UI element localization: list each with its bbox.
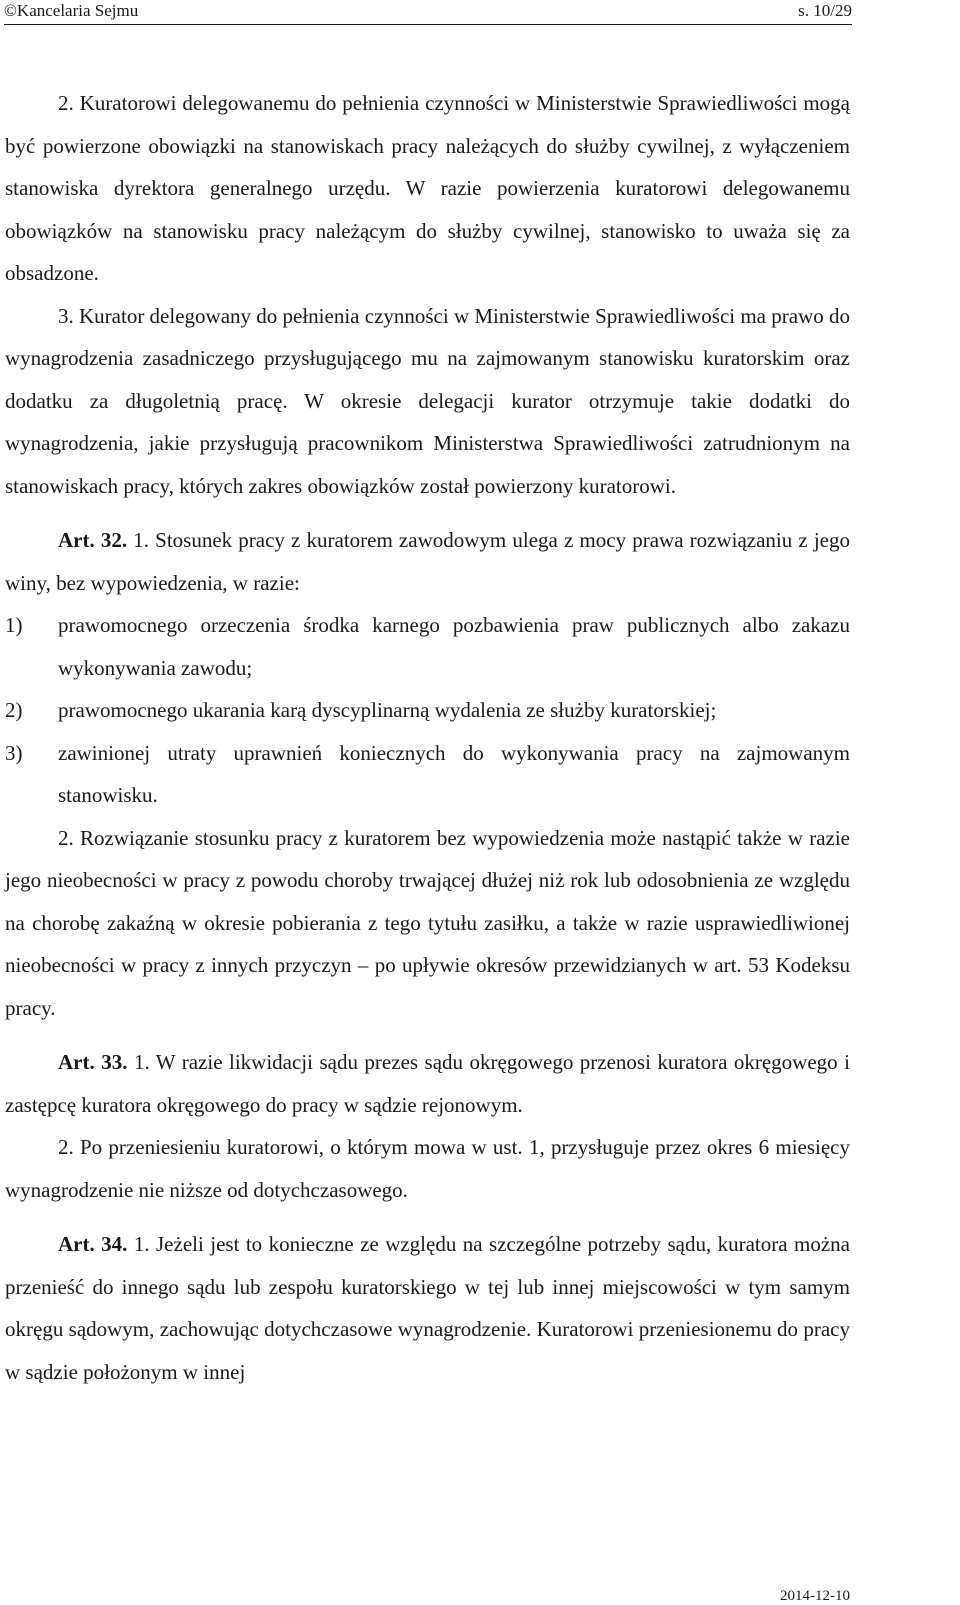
- list-item-text: zawinionej utraty uprawnień koniecznych do wykonywania pracy na zajmowanym stanowisku.: [58, 740, 850, 807]
- list-item: [5, 732, 850, 817]
- publisher-label: ©Kancelaria Sejmu: [4, 1, 139, 20]
- article-33-text: 1. W razie likwidacji sądu prezes sądu okręgowego przenosi kuratora okręgowego i zastępcę kuratora okręgowego do pracy w sądzie rejonowym.: [5, 1050, 850, 1117]
- paragraph-2: 2. Kuratorowi delegowanemu do pełnienia czynności w Ministerstwie Sprawiedliwości mogą być powierzone obowiązki na stanowiskach pracy należących do służby cywilnej, z wyłączeniem stanowiska dyrektora generalnego urzędu. W razie powierzenia kuratorowi delegowanemu obowiązków na stanowisku pracy należącym do służby cywilnej, stanowisko to uważa się za obsadzone.: [5, 91, 850, 285]
- list-item-text: prawomocnego ukarania karą dyscyplinarną wydalenia ze służby kuratorskiej;: [58, 698, 717, 722]
- page-header: [4, 0, 852, 25]
- article-34-label: Art. 34.: [58, 1232, 128, 1256]
- list-item-number: 1): [5, 613, 23, 637]
- list-item-number: 2): [5, 698, 23, 722]
- document-body: [5, 82, 850, 1393]
- list-item: [5, 604, 850, 689]
- paragraph-3: 3. Kurator delegowany do pełnienia czynności w Ministerstwie Sprawiedliwości ma prawo do wynagrodzenia zasadniczego przysługującego mu na zajmowanym stanowisku kuratorskim oraz dodatku za długoletnią pracę. W okresie delegacji kurator otrzymuje takie dodatki do wynagrodzenia, jakie przysługują pracownikom Ministerstwa Sprawiedliwości zatrudnionym na stanowiskach pracy, których zakres obowiązków został powierzony kuratorowi.: [5, 303, 850, 498]
- article-34-text: 1. Jeżeli jest to konieczne ze względu na szczególne potrzeby sądu, kuratora można przenieść do innego sądu lub zespołu kuratorskiego w tej lub innej miejscowości w tym samym okręgu sądowym, zachowując dotychczasowe wynagrodzenie. Kuratorowi przeniesionemu do pracy w sądzie położonym w innej: [5, 1232, 850, 1384]
- article-32-paragraph-2: 2. Rozwiązanie stosunku pracy z kuratorem bez wypowiedzenia może nastąpić także w razie jego nieobecności w pracy z powodu choroby trwającej dłużej niż rok lub odosobnienia ze względu na chorobę zakaźną w okresie pobierania z tego tytułu zasiłku, a także w razie usprawiedliwionej nieobecności w pracy z innych przyczyn – po upływie okresów przewidzianych w art. 53 Kodeksu pracy.: [5, 825, 850, 1020]
- page-footer-date: 2014-12-10: [780, 1588, 850, 1604]
- list-item: [5, 689, 850, 732]
- article-34-paragraph-1: [5, 1223, 850, 1393]
- page-number: s. 10/29: [798, 1, 852, 20]
- article-33-paragraph-1: [5, 1041, 850, 1126]
- list-item-text: prawomocnego orzeczenia środka karnego pozbawienia praw publicznych albo zakazu wykonywania zawodu;: [58, 613, 850, 680]
- article-33-paragraph-2: 2. Po przeniesieniu kuratorowi, o którym mowa w ust. 1, przysługuje przez okres 6 miesięcy wynagrodzenie nie niższe od dotychczasowego.: [5, 1135, 850, 1202]
- article-32-text: 1. Stosunek pracy z kuratorem zawodowym ulega z mocy prawa rozwiązaniu z jego winy, bez wypowiedzenia, w razie:: [5, 528, 851, 595]
- article-33-label: Art. 33.: [58, 1050, 128, 1074]
- article-32-paragraph-1: [5, 519, 850, 604]
- list-item-number: 3): [5, 740, 23, 765]
- article-32-label: Art. 32.: [58, 528, 128, 552]
